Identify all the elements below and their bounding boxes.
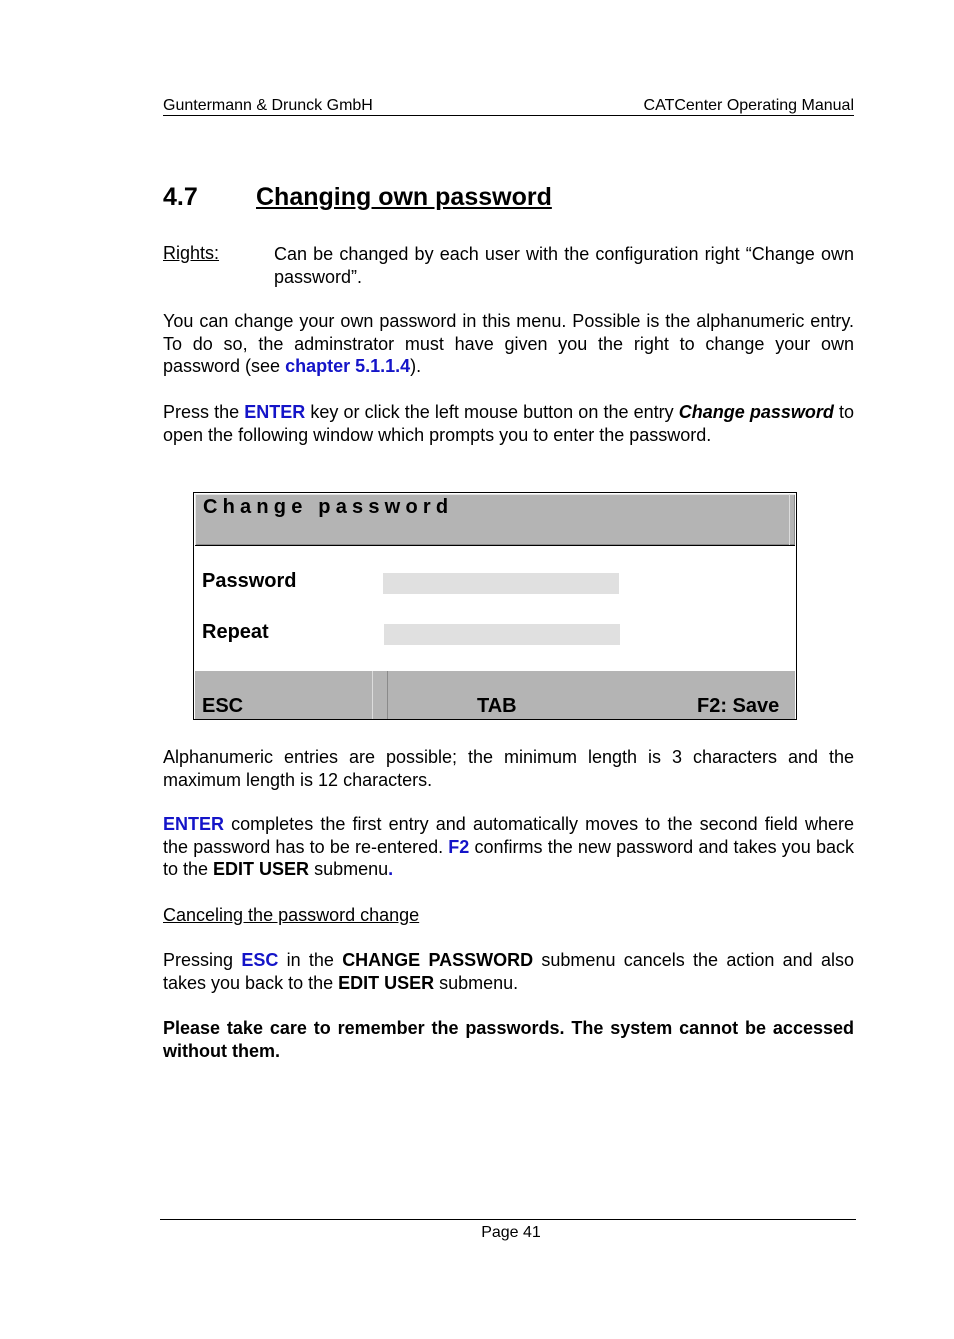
cancel-paragraph bbox=[163, 949, 854, 994]
rights-text: Can be changed by each user with the configuration right “Change own password”. bbox=[274, 244, 854, 287]
esc-key-ref: ESC bbox=[241, 950, 279, 970]
enter-text-2: confirms the new password and takes you back to the bbox=[163, 836, 854, 880]
instruction-text-2: key or click the left mouse button on the entry bbox=[305, 402, 679, 422]
dialog-footer-bar bbox=[195, 671, 795, 719]
change-password-entry-ref: Change password bbox=[678, 402, 834, 422]
section-title: Changing own password bbox=[256, 183, 552, 211]
length-paragraph: Alphanumeric entries are possible; the minimum length is 3 characters and the maximum length is 12 characters. bbox=[163, 747, 854, 790]
password-label: Password bbox=[202, 570, 297, 592]
enter-text-3: submenu bbox=[309, 859, 389, 880]
enter-paragraph bbox=[163, 813, 854, 881]
footer-divider bbox=[160, 1219, 856, 1220]
cancel-text-1: Pressing bbox=[163, 950, 242, 970]
enter-key-ref: ENTER bbox=[163, 814, 225, 834]
header-manual-title: CATCenter Operating Manual bbox=[643, 97, 854, 114]
instruction-paragraph bbox=[163, 401, 854, 446]
footer-divider bbox=[387, 671, 388, 719]
change-password-dialog bbox=[193, 492, 797, 720]
enter-key-ref: ENTER bbox=[244, 402, 306, 422]
dialog-title-bar bbox=[195, 494, 795, 546]
f2-key-ref: F2 bbox=[448, 836, 470, 857]
dialog-title: Change password bbox=[203, 496, 454, 518]
edit-user-ref: EDIT USER bbox=[213, 859, 310, 880]
repeat-password-input[interactable] bbox=[384, 624, 620, 645]
edit-user-ref: EDIT USER bbox=[338, 972, 435, 993]
esc-button[interactable]: ESC bbox=[202, 695, 244, 717]
enter-text-1: completes the first entry and automatically moves to the second field where the password has to be re-entered. bbox=[163, 814, 854, 857]
header-divider bbox=[163, 115, 854, 116]
tab-button[interactable]: TAB bbox=[477, 695, 517, 717]
intro-text-2: ). bbox=[410, 356, 422, 377]
section-number: 4.7 bbox=[163, 183, 198, 211]
repeat-label: Repeat bbox=[202, 621, 269, 643]
intro-paragraph bbox=[163, 310, 854, 378]
cancel-text-3: submenu cancels the action and also takes you back to the bbox=[163, 950, 854, 993]
intro-text-1: You can change your own password in this menu. Possible is the alphanumeric entry. To do so, the adminstrator must have given you the right to change your own password (see bbox=[163, 311, 854, 377]
change-password-menu-ref: CHANGE PASSWORD bbox=[342, 950, 534, 970]
footer-divider bbox=[372, 671, 373, 719]
rights-label: Rights: bbox=[163, 243, 220, 263]
cancel-subheading: Canceling the password change bbox=[163, 905, 420, 925]
cancel-text-2: in the bbox=[278, 950, 343, 970]
enter-text-dot: . bbox=[388, 859, 394, 880]
password-input[interactable] bbox=[383, 573, 619, 594]
instruction-text-1: Press the bbox=[163, 402, 245, 422]
chapter-link[interactable]: chapter 5.1.1.4 bbox=[285, 356, 411, 377]
save-button[interactable]: F2: Save bbox=[697, 695, 780, 717]
header-company: Guntermann & Drunck GmbH bbox=[163, 97, 373, 114]
warning-paragraph: Please take care to remember the passwords. The system cannot be accessed without them. bbox=[163, 1018, 854, 1061]
cancel-text-4: submenu. bbox=[434, 972, 519, 993]
page-number: Page 41 bbox=[481, 1224, 541, 1241]
instruction-text-3: to open the following window which prompts you to enter the password. bbox=[163, 402, 855, 445]
